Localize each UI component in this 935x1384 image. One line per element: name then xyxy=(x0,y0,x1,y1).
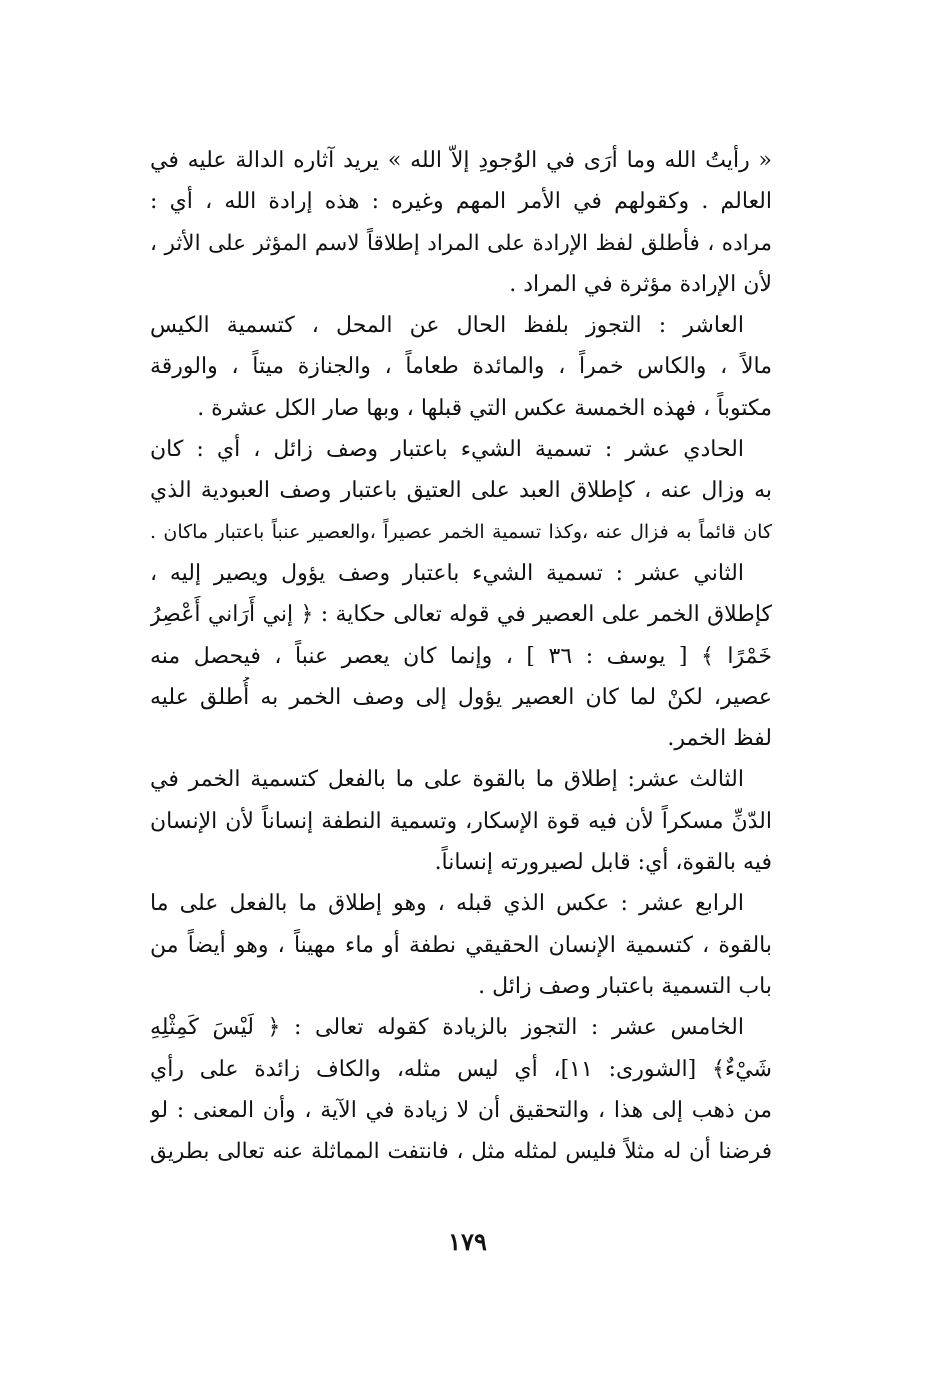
text-line: الثاني عشر : تسمية الشيء باعتبار وصف يؤول ويصير إليه ، xyxy=(150,560,744,586)
text-line: لفظ الخمر. xyxy=(667,726,772,752)
body-text xyxy=(150,140,772,1172)
text-line: لأن الإرادة مؤثرة في المراد . xyxy=(509,271,772,297)
text-line: به وزال عنه ، كإطلاق العبد على العتيق باعتبار وصف العبودية الذي xyxy=(150,478,772,504)
text-line: من ذهب إلى هذا ، والتحقيق أن لا زيادة في الآية ، وأن المعنى : لو xyxy=(150,1097,772,1123)
text-line: كان قائماً به فزال عنه ،وكذا تسمية الخمر عصيراً ،والعصير عنباً باعتبار ماكان . xyxy=(150,520,772,543)
text-line: خَمْرًا ﴾ [ يوسف : ٣٦ ] ، وإنما كان يعصر عنباً ، فيحصل منه xyxy=(150,643,772,669)
text-line: الحادي عشر : تسمية الشيء باعتبار وصف زائل ، أي : كان xyxy=(150,437,744,463)
text-line: « رأيتُ الله وما أرَى في الوُجودِ إلاّ الله » يريد آثاره الدالة عليه في xyxy=(150,148,772,173)
text-line: بالقوة ، كتسمية الإنسان الحقيقي نطفة أو ماء مهيناً ، وهو أيضاً من xyxy=(150,932,772,958)
text-line: كإطلاق الخمر على العصير في قوله تعالى حكاية : ﴿ إني أَرَاني أَعْصِرُ xyxy=(150,602,772,628)
text-line: فيه بالقوة، أي: قابل لصيرورته إنساناً. xyxy=(434,850,772,876)
text-line: الدّنِّ مسكراً لأن فيه قوة الإسكار، وتسمية النطفة إنساناً لأن الإنسان xyxy=(150,808,772,834)
text-line: الثالث عشر: إطلاق ما بالقوة على ما بالفعل كتسمية الخمر في xyxy=(150,767,744,793)
text-line: شَيْءٌ﴾ [الشورى: ١١]، أي ليس مثله، والكاف زائدة على رأي xyxy=(150,1056,772,1082)
text-line: مالاً ، والكاس خمراً ، والمائدة طعاماً ، والجنازة ميتاً ، والورقة xyxy=(150,354,772,380)
text-line: مكتوباً ، فهذه الخمسة عكس التي قبلها ، وبها صار الكل عشرة . xyxy=(197,395,772,421)
text-line: العاشر : التجوز بلفظ الحال عن المحل ، كتسمية الكيس xyxy=(150,313,744,339)
text-line: فرضنا أن له مثلاً فليس لمثله مثل ، فانتفت المماثلة عنه تعالى بطريق xyxy=(150,1139,772,1165)
page-number: ١٧٩ xyxy=(448,1227,487,1256)
text-line: الرابع عشر : عكس الذي قبله ، وهو إطلاق ما بالفعل على ما xyxy=(150,891,744,917)
text-line: الخامس عشر : التجوز بالزيادة كقوله تعالى : ﴿ لَيْسَ كَمِثْلِهِ xyxy=(150,1015,744,1041)
text-line: مراده ، فأطلق لفظ الإرادة على المراد إطلاقاً لاسم المؤثر على الأثر ، xyxy=(150,230,772,256)
text-line: عصير، لكنْ لما كان العصير يؤول إلى وصف الخمر به أُطلق عليه xyxy=(150,684,772,710)
text-line: العالم . وكقولهم في الأمر المهم وغيره : هذه إرادة الله ، أي : xyxy=(150,189,772,215)
text-line: باب التسمية باعتبار وصف زائل . xyxy=(478,973,772,999)
